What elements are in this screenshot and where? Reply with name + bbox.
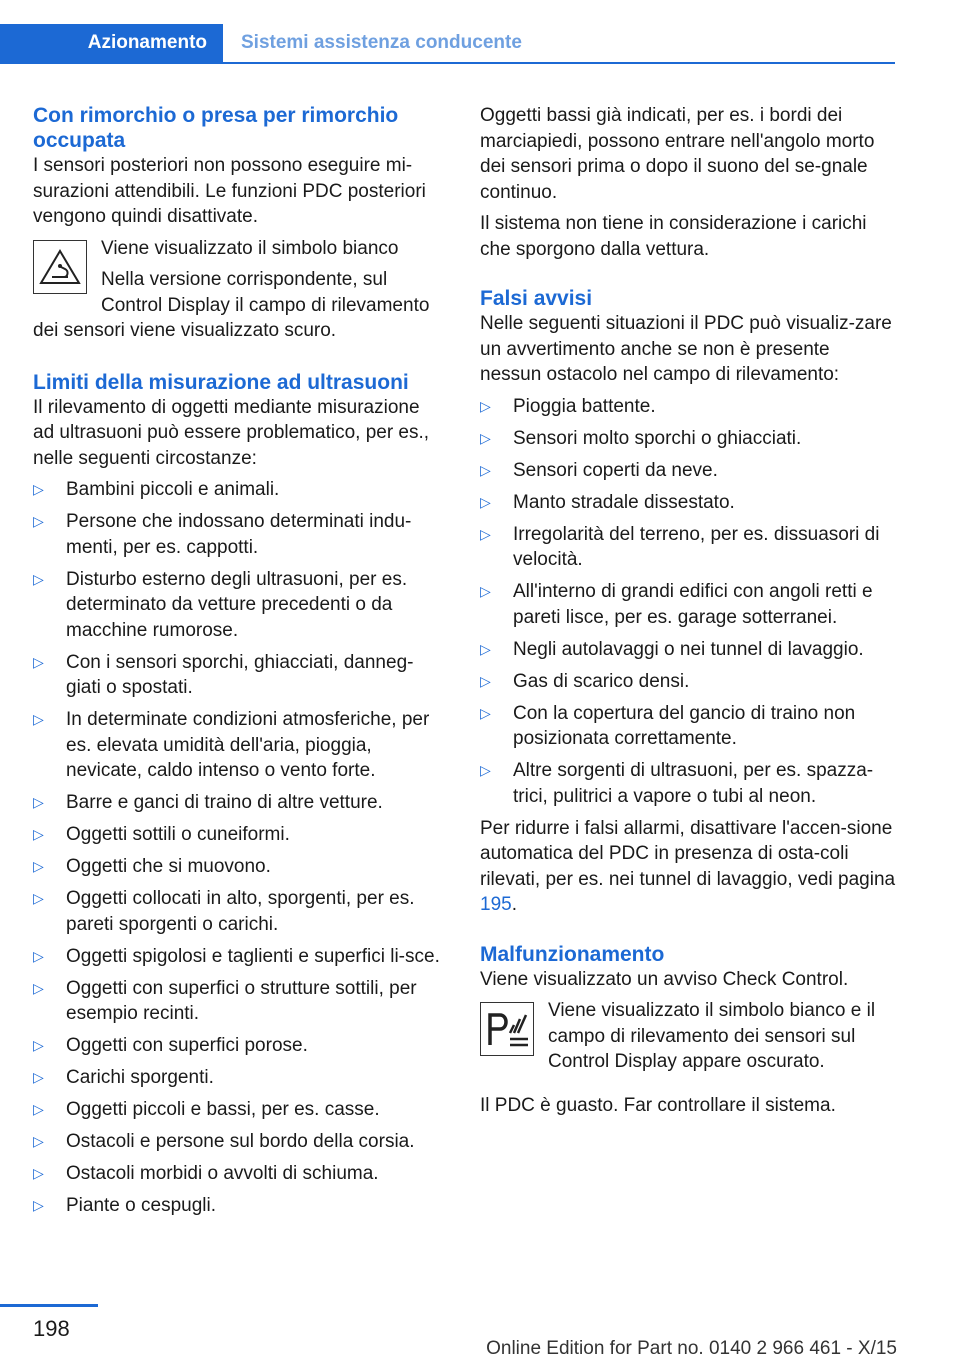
- list-item-text: Gas di scarico densi.: [513, 670, 690, 692]
- list-item-text: Persone che indossano determinati indu-menti, per es. cappotti.: [66, 511, 412, 558]
- bullet-triangle-icon: ▷: [33, 1165, 44, 1181]
- trailer-warning-icon: [33, 240, 87, 294]
- bullet-triangle-icon: ▷: [33, 794, 44, 810]
- list-item-text: Oggetti spigolosi e taglienti e superfici li-sce.: [66, 945, 440, 967]
- bullet-triangle-icon: ▷: [480, 397, 491, 414]
- list-item: [33, 854, 445, 880]
- paragraph-end: .: [511, 894, 517, 915]
- list-item: [33, 707, 445, 784]
- bullet-triangle-icon: ▷: [480, 461, 491, 478]
- list-item-text: Ostacoli morbidi o avvolti di schiuma.: [66, 1163, 379, 1184]
- false-alarms-list: [480, 394, 896, 810]
- list-item-text: Negli autolavaggi o nei tunnel di lavaggio.: [513, 638, 864, 660]
- bullet-triangle-icon: ▷: [480, 762, 491, 778]
- paragraph: Viene visualizzato il simbolo bianco e il campo di rilevamento dei sensori sul Control Display appare oscurato.: [548, 1000, 876, 1072]
- paragraph: [480, 816, 896, 918]
- paragraph: I sensori posteriori non possono eseguire mi-surazioni attendibili. Le funzioni PDC posteriori vengono quindi disattivate.: [33, 155, 426, 227]
- list-item: [33, 886, 445, 937]
- paragraph: Viene visualizzato un avviso Check Control.: [480, 968, 849, 990]
- list-item-text: Barre e ganci di traino di altre vetture.: [66, 792, 383, 813]
- list-item: [480, 637, 896, 663]
- list-item: [33, 1161, 445, 1187]
- list-item-text: Oggetti piccoli e bassi, per es. casse.: [66, 1099, 380, 1120]
- list-item: [33, 1033, 445, 1059]
- list-item-text: Pioggia battente.: [513, 395, 656, 417]
- list-item: [480, 458, 896, 484]
- bullet-triangle-icon: ▷: [480, 672, 491, 689]
- list-item: [33, 650, 445, 701]
- list-item-text: Oggetti con superfici o strutture sottili, per esempio recinti.: [66, 977, 417, 1024]
- bullet-triangle-icon: ▷: [33, 513, 44, 529]
- section-title-false-alarms: Falsi avvisi: [480, 287, 593, 310]
- paragraph: Il rilevamento di oggetti mediante misurazione ad ultrasuoni può essere problematico, per es., nelle seguenti circostanze:: [33, 396, 430, 469]
- symbol-block: [480, 998, 896, 1081]
- page-header: [0, 0, 895, 64]
- bullet-triangle-icon: ▷: [33, 653, 44, 670]
- list-item-text: Disturbo esterno degli ultrasuoni, per es. determinato da vetture precedenti o da macchine rumorose.: [66, 568, 408, 641]
- list-item: [33, 1129, 445, 1155]
- bullet-triangle-icon: ▷: [480, 704, 491, 721]
- bullet-triangle-icon: ▷: [33, 858, 44, 874]
- section-title-trailer: Con rimorchio o presa per rimorchio occupata: [33, 104, 399, 152]
- list-item-text: Ostacoli e persone sul bordo della corsia.: [66, 1131, 415, 1152]
- bullet-triangle-icon: ▷: [480, 429, 491, 446]
- bullet-triangle-icon: ▷: [33, 570, 44, 587]
- list-item: [33, 790, 445, 816]
- list-item-text: Irregolarità del terreno, per es. dissuasori di velocità.: [513, 523, 880, 570]
- footer-rule: [0, 1304, 98, 1307]
- list-item: [480, 701, 896, 752]
- bullet-triangle-icon: ▷: [33, 1069, 44, 1085]
- list-item: [480, 579, 896, 630]
- bullet-triangle-icon: ▷: [33, 947, 44, 964]
- list-item-text: Oggetti collocati in alto, sporgenti, per es. pareti sporgenti o carichi.: [66, 888, 415, 935]
- list-item: [33, 822, 445, 848]
- right-column: [480, 103, 896, 1124]
- list-item-text: All'interno di grandi edifici con angoli retti e pareti lisce, per es. garage sotterranei.: [513, 581, 873, 628]
- page-number: 198: [33, 1316, 70, 1341]
- bullet-triangle-icon: ▷: [33, 890, 44, 906]
- bullet-triangle-icon: ▷: [33, 711, 44, 727]
- section-title-malfunction: Malfunzionamento: [480, 942, 665, 966]
- pdc-symbol-icon: [480, 1002, 534, 1056]
- symbol-block: [33, 236, 445, 325]
- paragraph: Il PDC è guasto. Far controllare il sistema.: [480, 1094, 836, 1116]
- paragraph: Nelle seguenti situazioni il PDC può visualiz-zare un avvertimento anche se non è presente nessun ostacolo nel campo di rilevamento:: [480, 313, 892, 385]
- list-item-text: Sensori coperti da neve.: [513, 459, 718, 481]
- left-column: [33, 103, 445, 1225]
- list-item: [480, 426, 896, 452]
- list-item-text: Con la copertura del gancio di traino non posizionata correttamente.: [513, 702, 856, 749]
- bullet-triangle-icon: ▷: [33, 1197, 44, 1213]
- bullet-triangle-icon: ▷: [480, 583, 491, 599]
- paragraph: dei sensori viene visualizzato scuro.: [33, 320, 337, 341]
- list-item: [480, 669, 896, 695]
- list-item: [33, 976, 445, 1027]
- paragraph: Il sistema non tiene in considerazione i carichi che sporgono dalla vettura.: [480, 213, 867, 260]
- section-tab[interactable]: Sistemi assistenza conducente: [241, 32, 522, 53]
- chapter-tab[interactable]: Azionamento: [0, 24, 223, 62]
- list-item-text: Carichi sporgenti.: [66, 1067, 214, 1088]
- bullet-triangle-icon: ▷: [33, 1101, 44, 1117]
- bullet-triangle-icon: ▷: [33, 481, 44, 497]
- list-item-text: Oggetti sottili o cuneiformi.: [66, 824, 290, 845]
- list-item: [33, 509, 445, 560]
- list-item-text: Manto stradale dissestato.: [513, 491, 735, 513]
- bullet-triangle-icon: ▷: [480, 640, 491, 657]
- list-item-text: Oggetti con superfici porose.: [66, 1035, 308, 1056]
- list-item-text: Piante o cespugli.: [66, 1195, 216, 1216]
- bullet-triangle-icon: ▷: [33, 979, 44, 996]
- list-item-text: Oggetti che si muovono.: [66, 856, 271, 877]
- bullet-triangle-icon: ▷: [33, 1037, 44, 1053]
- paragraph-text: Per ridurre i falsi allarmi, disattivare l'accen-sione automatica del PDC in presenza di osta-coli rilevati, per es. nei tunnel di lavaggio, vedi pagina: [480, 817, 896, 890]
- list-item-text: Sensori molto sporchi o ghiacciati.: [513, 427, 802, 449]
- list-item: [33, 567, 445, 644]
- paragraph: Nella versione corrispondente, sul Control Display il campo di rilevamento: [101, 269, 430, 316]
- list-item: [33, 1193, 445, 1219]
- list-item: [33, 1065, 445, 1091]
- bullet-triangle-icon: ▷: [480, 493, 491, 510]
- bullet-triangle-icon: ▷: [33, 1133, 44, 1149]
- list-item: [480, 394, 896, 420]
- list-item: [33, 477, 445, 503]
- page-link[interactable]: 195: [480, 894, 512, 915]
- limits-list: [33, 477, 445, 1219]
- list-item: [33, 1097, 445, 1123]
- bullet-triangle-icon: ▷: [480, 525, 491, 542]
- edition-note: Online Edition for Part no. 0140 2 966 461 - X/15: [486, 1338, 897, 1359]
- list-item-text: Bambini piccoli e animali.: [66, 479, 280, 500]
- list-item-text: Con i sensori sporchi, ghiacciati, danneg-giati o spostati.: [66, 651, 414, 698]
- list-item: [480, 490, 896, 516]
- list-item-text: In determinate condizioni atmosferiche, per es. elevata umidità dell'aria, pioggia, nevicate, caldo intenso o vento forte.: [66, 709, 430, 781]
- bullet-triangle-icon: ▷: [33, 826, 44, 842]
- paragraph: Oggetti bassi già indicati, per es. i bordi dei marciapiedi, possono entrare nell'angolo morto dei sensori prima o dopo il suono del se-gnale continuo.: [480, 105, 875, 203]
- list-item: [480, 758, 896, 809]
- list-item-text: Altre sorgenti di ultrasuoni, per es. spazza-trici, pulitrici a vapore o tubi al neon.: [513, 760, 874, 807]
- list-item: [480, 522, 896, 573]
- paragraph: Viene visualizzato il simbolo bianco: [101, 237, 399, 259]
- section-title-limits: Limiti della misurazione ad ultrasuoni: [33, 370, 409, 394]
- list-item: [33, 944, 445, 970]
